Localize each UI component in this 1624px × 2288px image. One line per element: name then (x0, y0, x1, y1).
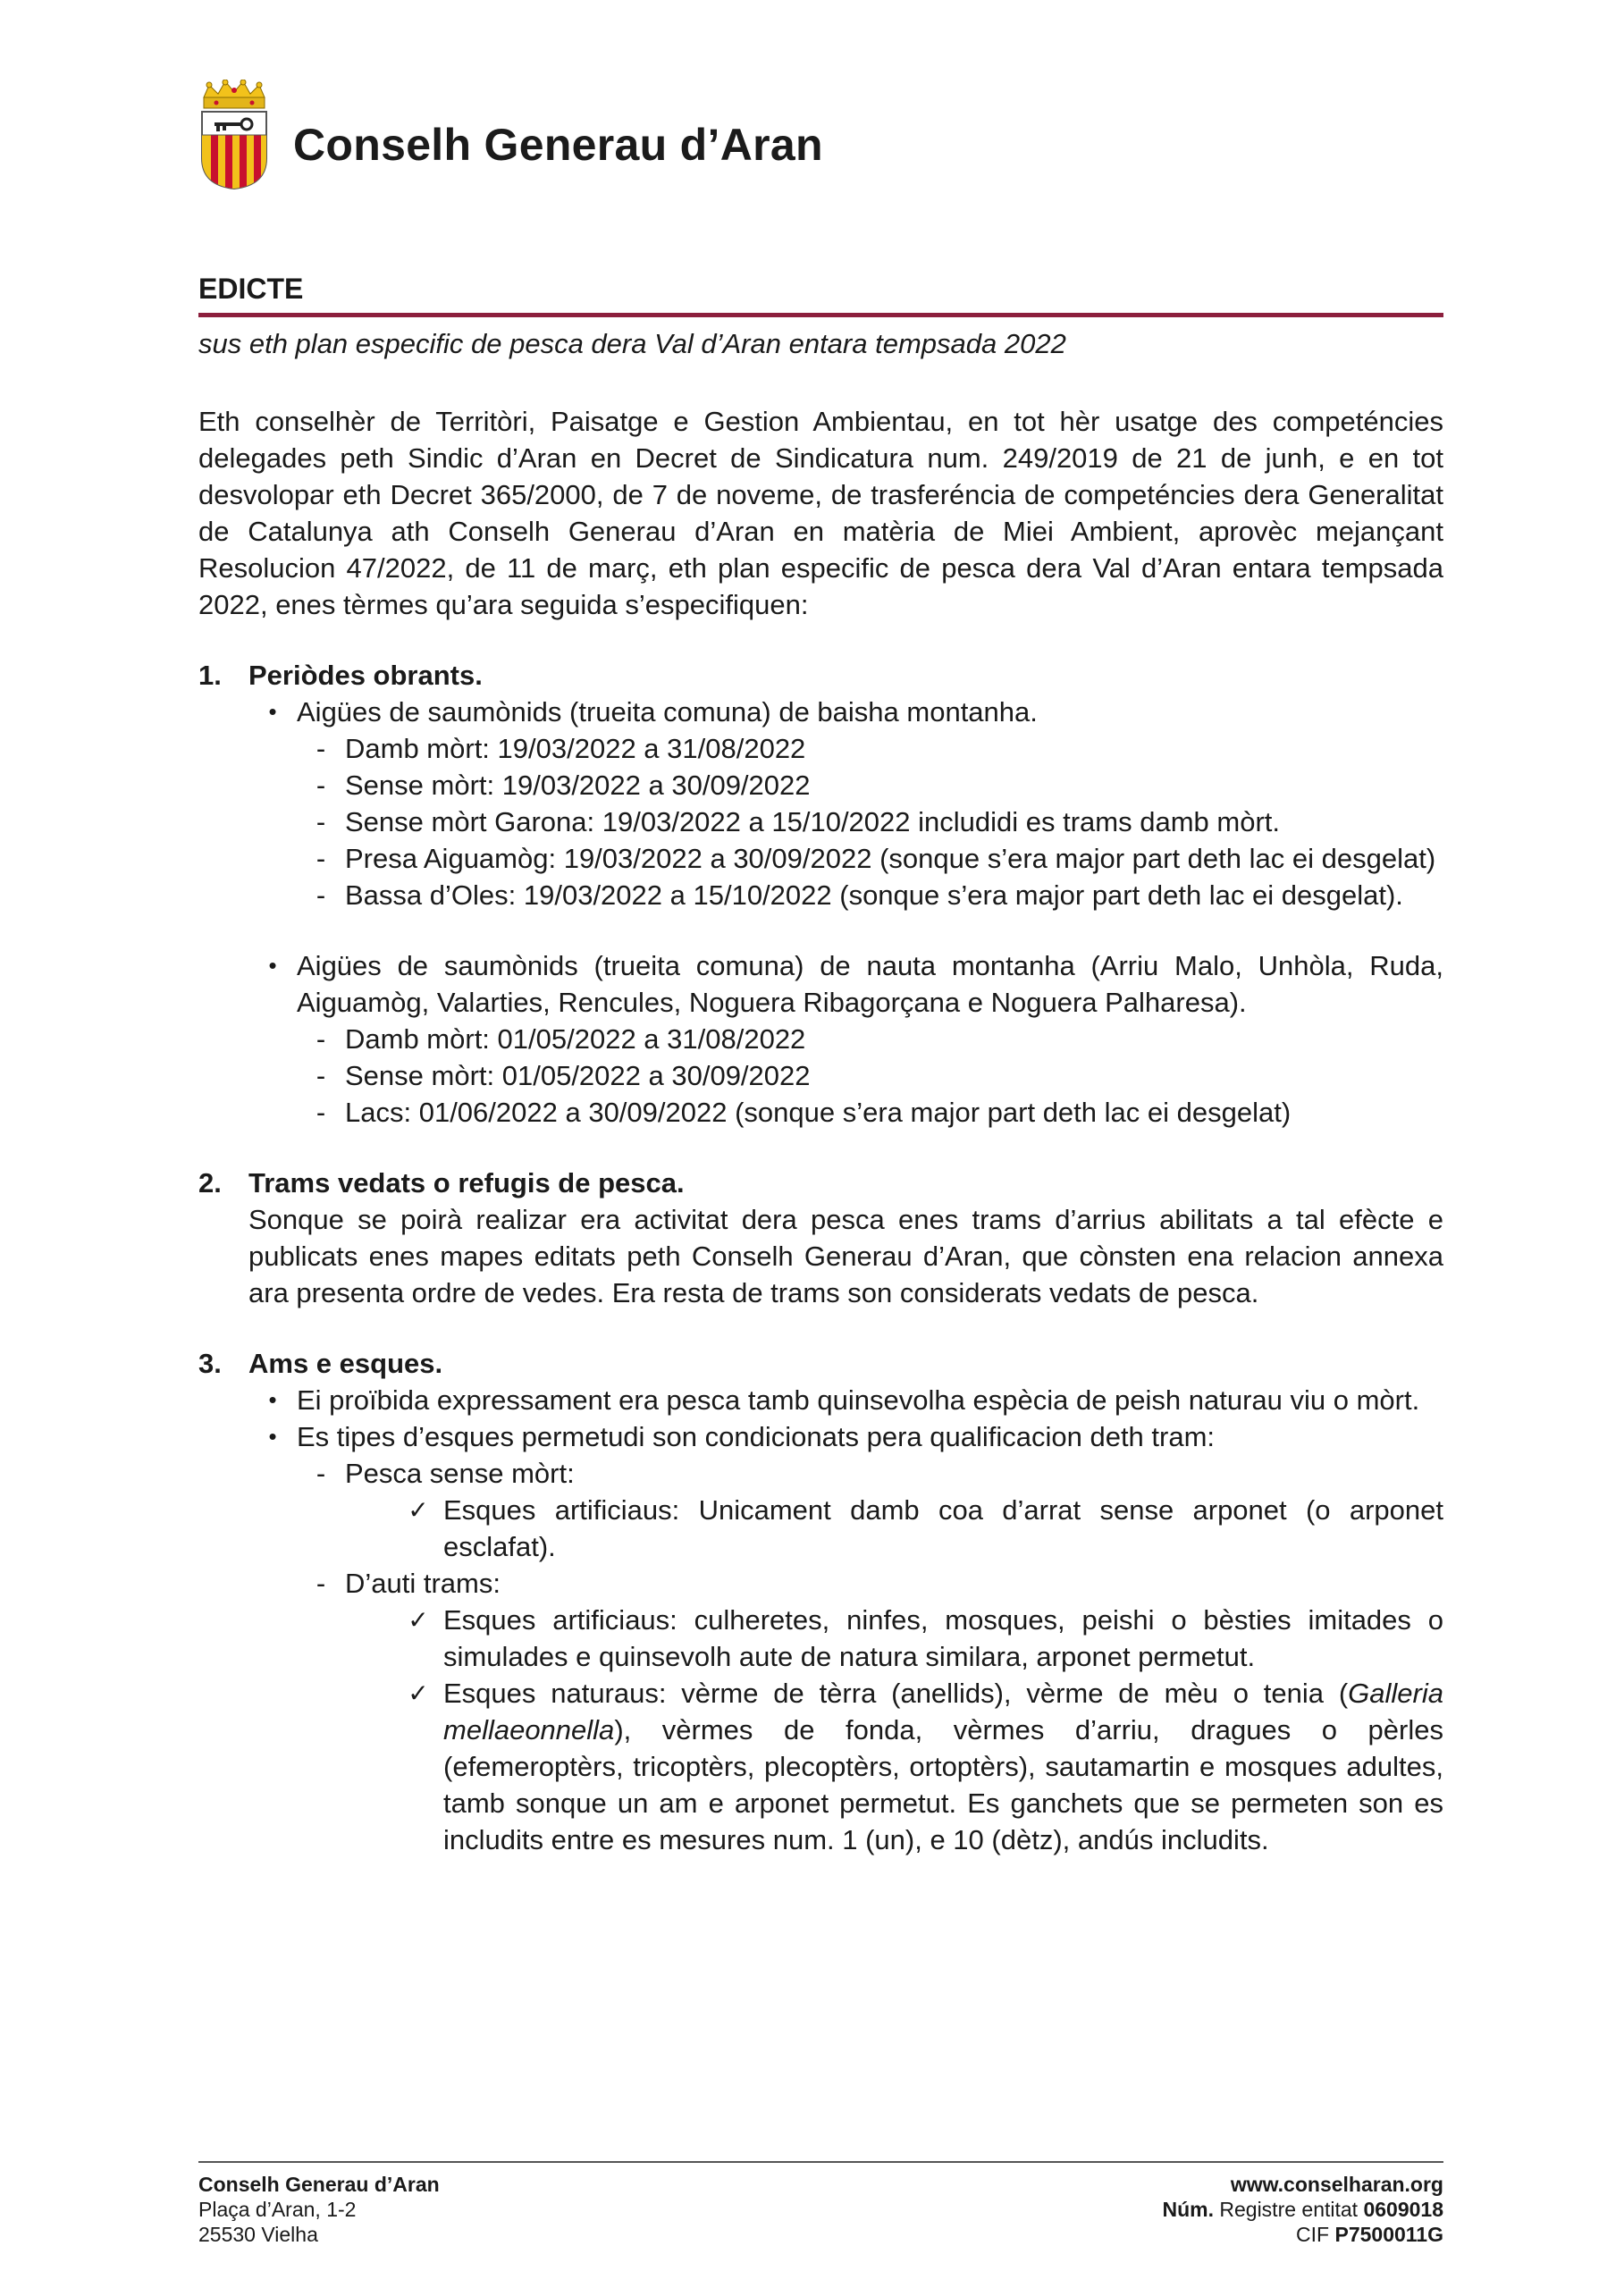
dash-icon: - (316, 1097, 326, 1128)
footer-registry (1162, 2172, 1443, 2247)
check-list-item (393, 1602, 1443, 1675)
intro-paragraph: Eth conselhèr de Territòri, Paisatge e Gestion Ambientau, en tot hèr usatge des competéncies delegades peth Sindic d’Aran en Decret de Sindicatura num. 249/2019 de 21 de junh, e en tot desvolopar eth Decret 365/2000, de 7 de noveme, de trasferéncia de competéncies dera Generalitat de Catalunya ath Conselh Generau d’Aran en matèria de Miei Ambient, aprovèc mejançant Resolucion 47/2022, de 11 de març, eth plan especific de pesca dera Val d’Aran entara tempsada 2022, enes tèrmes qu’ara seguida s’especifiquen: (198, 406, 1443, 620)
text-run: Esques naturaus: vèrme de tèrra (anellids), vèrme de mèu o tenia ( (443, 1678, 1349, 1709)
dash-icon: - (316, 733, 326, 764)
section-restricted-sections (198, 1165, 1443, 1311)
document-subtitle: sus eth plan especific de pesca dera Val d’Aran entara tempsada 2022 (198, 328, 1066, 359)
dash-icon: - (316, 1023, 326, 1055)
sub-list-item-text: Lacs: 01/06/2022 a 30/09/2022 (sonque s’era major part deth lac ei desgelat) (345, 1097, 1292, 1128)
sub-list-item (297, 1021, 1443, 1057)
dash-icon: - (316, 1568, 326, 1599)
section-title: Trams vedats o refugis de pesca. (248, 1167, 685, 1199)
coat-of-arms-icon (198, 80, 270, 190)
section-number: 2. (198, 1167, 222, 1199)
section-number: 1. (198, 660, 222, 691)
sub-list-item-text: Bassa d’Oles: 19/03/2022 a 15/10/2022 (sonque s’era major part deth lac ei desgelat). (345, 879, 1403, 911)
footer-registry-line (1162, 2197, 1443, 2222)
section-heading (198, 1165, 1443, 1201)
list-item (248, 1418, 1443, 1455)
section-heading (198, 657, 1443, 694)
sub-list-item (297, 767, 1443, 803)
section-heading (198, 1345, 1443, 1382)
check-list-item (393, 1675, 1443, 1858)
bullet-icon: • (268, 1386, 277, 1413)
edict-content (198, 273, 1443, 1858)
check-icon: ✓ (408, 1605, 429, 1635)
footer-divider (198, 2161, 1443, 2163)
sub-list-item (297, 877, 1443, 913)
cif-number: P7500011G (1334, 2223, 1443, 2246)
bullet-icon: • (268, 1423, 277, 1450)
check-list-item (393, 1492, 1443, 1565)
check-list-item-text (443, 1675, 1443, 1858)
page-header (198, 77, 823, 193)
check-icon: ✓ (408, 1495, 429, 1525)
bullet-icon: • (268, 698, 277, 725)
dash-icon: - (316, 1060, 326, 1091)
organization-name: Conselh Generau d’Aran (293, 120, 823, 170)
registry-text: Registre entitat (1213, 2198, 1364, 2221)
list-item (248, 947, 1443, 1021)
check-icon: ✓ (408, 1678, 429, 1708)
footer-street: Plaça d’Aran, 1-2 (198, 2198, 357, 2221)
footer-org-name: Conselh Generau d’Aran (198, 2173, 440, 2196)
list-item-text: Ei proïbida expressament era pesca tamb quinsevolha espècia de peish naturau viu o mòrt. (297, 1384, 1420, 1416)
sub-list-item-text: D’auti trams: (345, 1568, 501, 1599)
section-title: Periòdes obrants. (248, 660, 483, 691)
footer-website-link[interactable]: www.conselharan.org (1230, 2173, 1443, 2196)
check-list-item-text: Esques artificiaus: Unicament damb coa d’arrat sense arponet (o arponet esclafat). (443, 1494, 1443, 1562)
species-name: Galleria mellaeonnella (443, 1678, 1443, 1745)
footer-cif-line (1162, 2222, 1443, 2247)
registry-number: 0609018 (1363, 2198, 1443, 2221)
dash-icon: - (316, 770, 326, 801)
document-heading: EDICTE (198, 273, 1443, 317)
list-item (248, 694, 1443, 730)
bullet-icon: • (268, 952, 277, 979)
sub-list-item (297, 840, 1443, 877)
list-item-text: Es tipes d’esques permetudi son condicionats pera qualificacion deth tram: (297, 1421, 1216, 1452)
dash-icon: - (316, 843, 326, 874)
section-body: Sonque se poirà realizar era activitat dera pesca enes trams d’arrius abilitats a tal efècte e publicats enes mapes editats peth Conselh Generau d’Aran, que cònsten ena relacion annexa ara presenta ordre de vedes. Era resta de trams son considerats vedats de pesca. (248, 1204, 1443, 1308)
footer-address (198, 2172, 440, 2247)
page-footer (198, 2172, 1443, 2247)
sub-list-item-text: Presa Aiguamòg: 19/03/2022 a 30/09/2022 (sonque s’era major part deth lac ei desgelat) (345, 843, 1436, 874)
check-list-item-text: Esques artificiaus: culheretes, ninfes, mosques, peishi o bèsties imitades o simulades e quinsevolh aute de natura similara, arponet permetut. (443, 1604, 1443, 1672)
sub-list-item (297, 1455, 1443, 1492)
sub-list-item-text: Damb mòrt: 01/05/2022 a 31/08/2022 (345, 1023, 806, 1055)
cif-label: CIF (1296, 2223, 1335, 2246)
dash-icon: - (316, 879, 326, 911)
sub-list-item-text: Pesca sense mòrt: (345, 1458, 575, 1489)
dash-icon: - (316, 806, 326, 837)
text-run: ), vèrmes de fonda, vèrmes d’arriu, dragues o pèrles (efemeroptèrs, tricoptèrs, plecoptèrs, ortoptèrs), sautamartin e mosques adultes, tamb sonque un am e arponet permetut. Es ganchets que se permeten son es includits entre es mesures num. 1 (un), e 10 (dètz), andús includits. (443, 1714, 1443, 1855)
section-title: Ams e esques. (248, 1348, 443, 1379)
footer-city: 25530 Vielha (198, 2223, 318, 2246)
sub-list-item-text: Sense mòrt: 01/05/2022 a 30/09/2022 (345, 1060, 811, 1091)
sub-list-item (297, 1094, 1443, 1131)
dash-icon: - (316, 1458, 326, 1489)
section-hooks-and-baits (198, 1345, 1443, 1858)
section-number: 3. (198, 1348, 222, 1379)
sub-list-item (297, 1057, 1443, 1094)
sub-list-item (297, 803, 1443, 840)
sub-list-item-text: Sense mòrt Garona: 19/03/2022 a 15/10/2022 includidi es trams damb mòrt. (345, 806, 1280, 837)
registry-label: Núm. (1162, 2198, 1214, 2221)
list-item-text: Aigües de saumònids (trueita comuna) de nauta montanha (Arriu Malo, Unhòla, Ruda, Aiguamòg, Valarties, Rencules, Noguera Ribagorçana e Noguera Palharesa). (297, 950, 1443, 1018)
sub-list-item-text: Damb mòrt: 19/03/2022 a 31/08/2022 (345, 733, 806, 764)
list-item-text: Aigües de saumònids (trueita comuna) de baisha montanha. (297, 696, 1038, 728)
list-item (248, 1382, 1443, 1418)
sub-list-item-text: Sense mòrt: 19/03/2022 a 30/09/2022 (345, 770, 811, 801)
sub-list-item (297, 730, 1443, 767)
sub-list-item (297, 1565, 1443, 1602)
section-open-periods (198, 657, 1443, 1131)
